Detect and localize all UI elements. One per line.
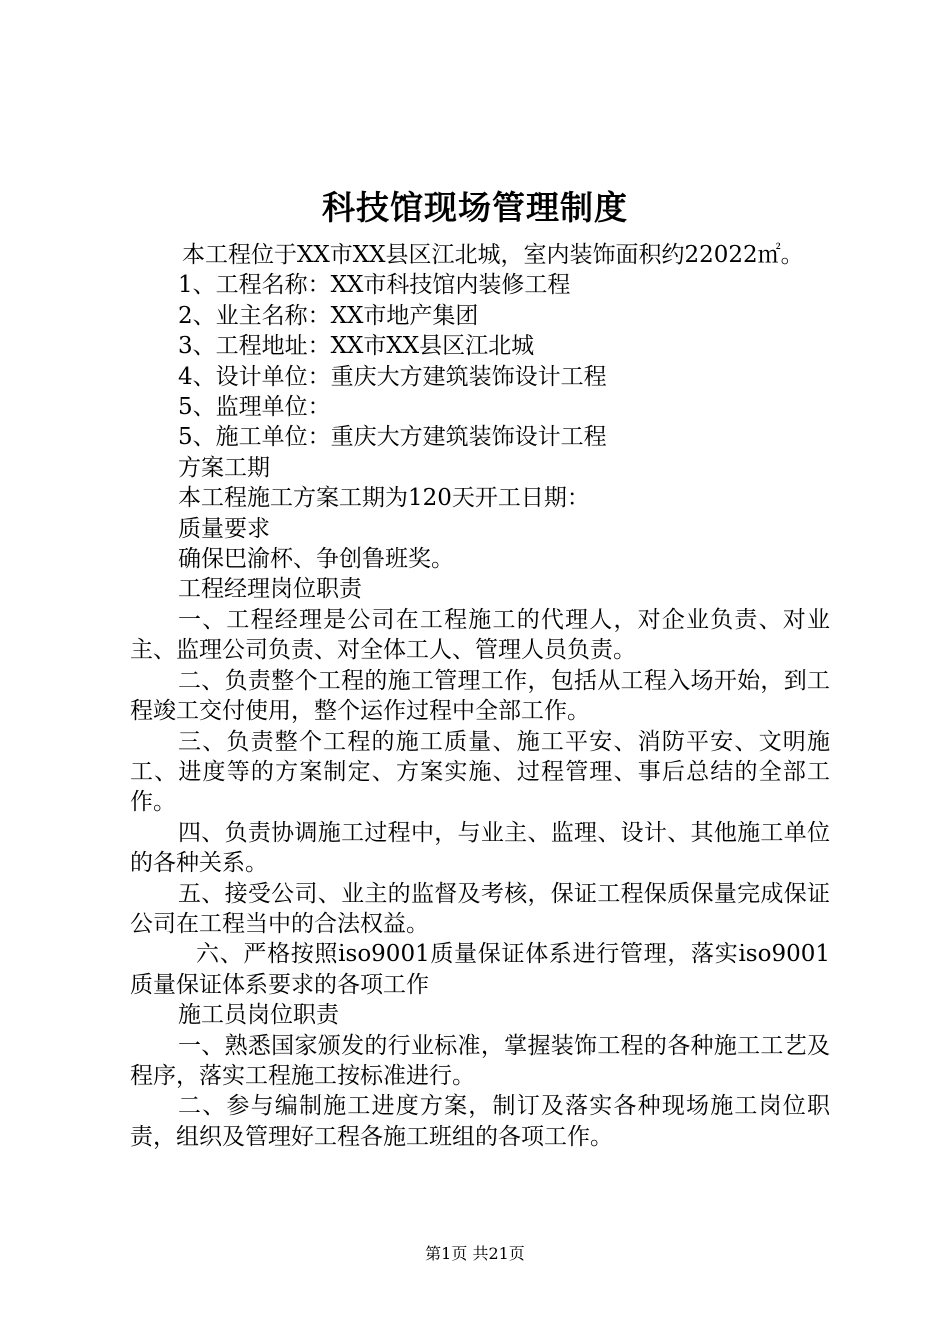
document-title: 科技馆现场管理制度: [322, 188, 628, 227]
paragraph-manager-duty-3: 三、负责整个工程的施工质量、施工平安、消防平安、文明施工、进度等的方案制定、方案实施、过程管理、事后总结的全部工作。: [130, 728, 830, 816]
paragraph-design-unit: 4、设计单位：重庆大方建筑装饰设计工程: [178, 363, 607, 390]
heading-manager-duties: 工程经理岗位职责: [178, 576, 362, 603]
paragraph-constructor-duty-1: 一、熟悉国家颁发的行业标准，掌握装饰工程的各种施工工艺及程序，落实工程施工按标准进行。: [130, 1032, 830, 1089]
paragraph-construction-unit: 5、施工单位：重庆大方建筑装饰设计工程: [178, 424, 607, 451]
paragraph-quality: 确保巴渝杯、争创鲁班奖。: [178, 546, 454, 573]
page-footer: 第1页 共21页: [425, 1244, 525, 1263]
paragraph-constructor-duty-2: 二、参与编制施工进度方案，制订及落实各种现场施工岗位职责，组织及管理好工程各施工班组的各项工作。: [130, 1093, 830, 1150]
heading-constructor-duties: 施工员岗位职责: [178, 1002, 339, 1029]
paragraph-owner-name: 2、业主名称：XX市地产集团: [178, 302, 479, 329]
paragraph-supervision-unit: 5、监理单位：: [178, 394, 331, 421]
heading-quality: 质量要求: [178, 515, 270, 542]
heading-schedule: 方案工期: [178, 454, 270, 481]
paragraph-manager-duty-6: 六、严格按照iso9001质量保证体系进行管理，落实iso9001质量保证体系要求的各项工作: [130, 941, 830, 998]
paragraph-project-address: 3、工程地址：XX市XX县区江北城: [178, 333, 535, 360]
paragraph-manager-duty-1: 一、工程经理是公司在工程施工的代理人，对企业负责、对业主、监理公司负责、对全体工人、管理人员负责。: [130, 606, 830, 664]
document-body: [130, 240, 830, 1152]
paragraph-project-name: 1、工程名称：XX市科技馆内装修工程: [178, 272, 571, 299]
paragraph-manager-duty-5: 五、接受公司、业主的监督及考核，保证工程保质保量完成保证公司在工程当中的合法权益。: [130, 880, 830, 937]
paragraph-schedule: 本工程施工方案工期为120天开工日期：: [178, 485, 590, 512]
paragraph-manager-duty-4: 四、负责协调施工过程中，与业主、监理、设计、其他施工单位的各种关系。: [130, 819, 830, 877]
paragraph-manager-duty-2: 二、负责整个工程的施工管理工作，包括从工程入场开始，到工程竣工交付使用，整个运作过程中全部工作。: [130, 667, 830, 725]
paragraph-intro: 本工程位于XX市XX县区江北城，室内装饰面积约22022㎡。: [182, 242, 804, 268]
